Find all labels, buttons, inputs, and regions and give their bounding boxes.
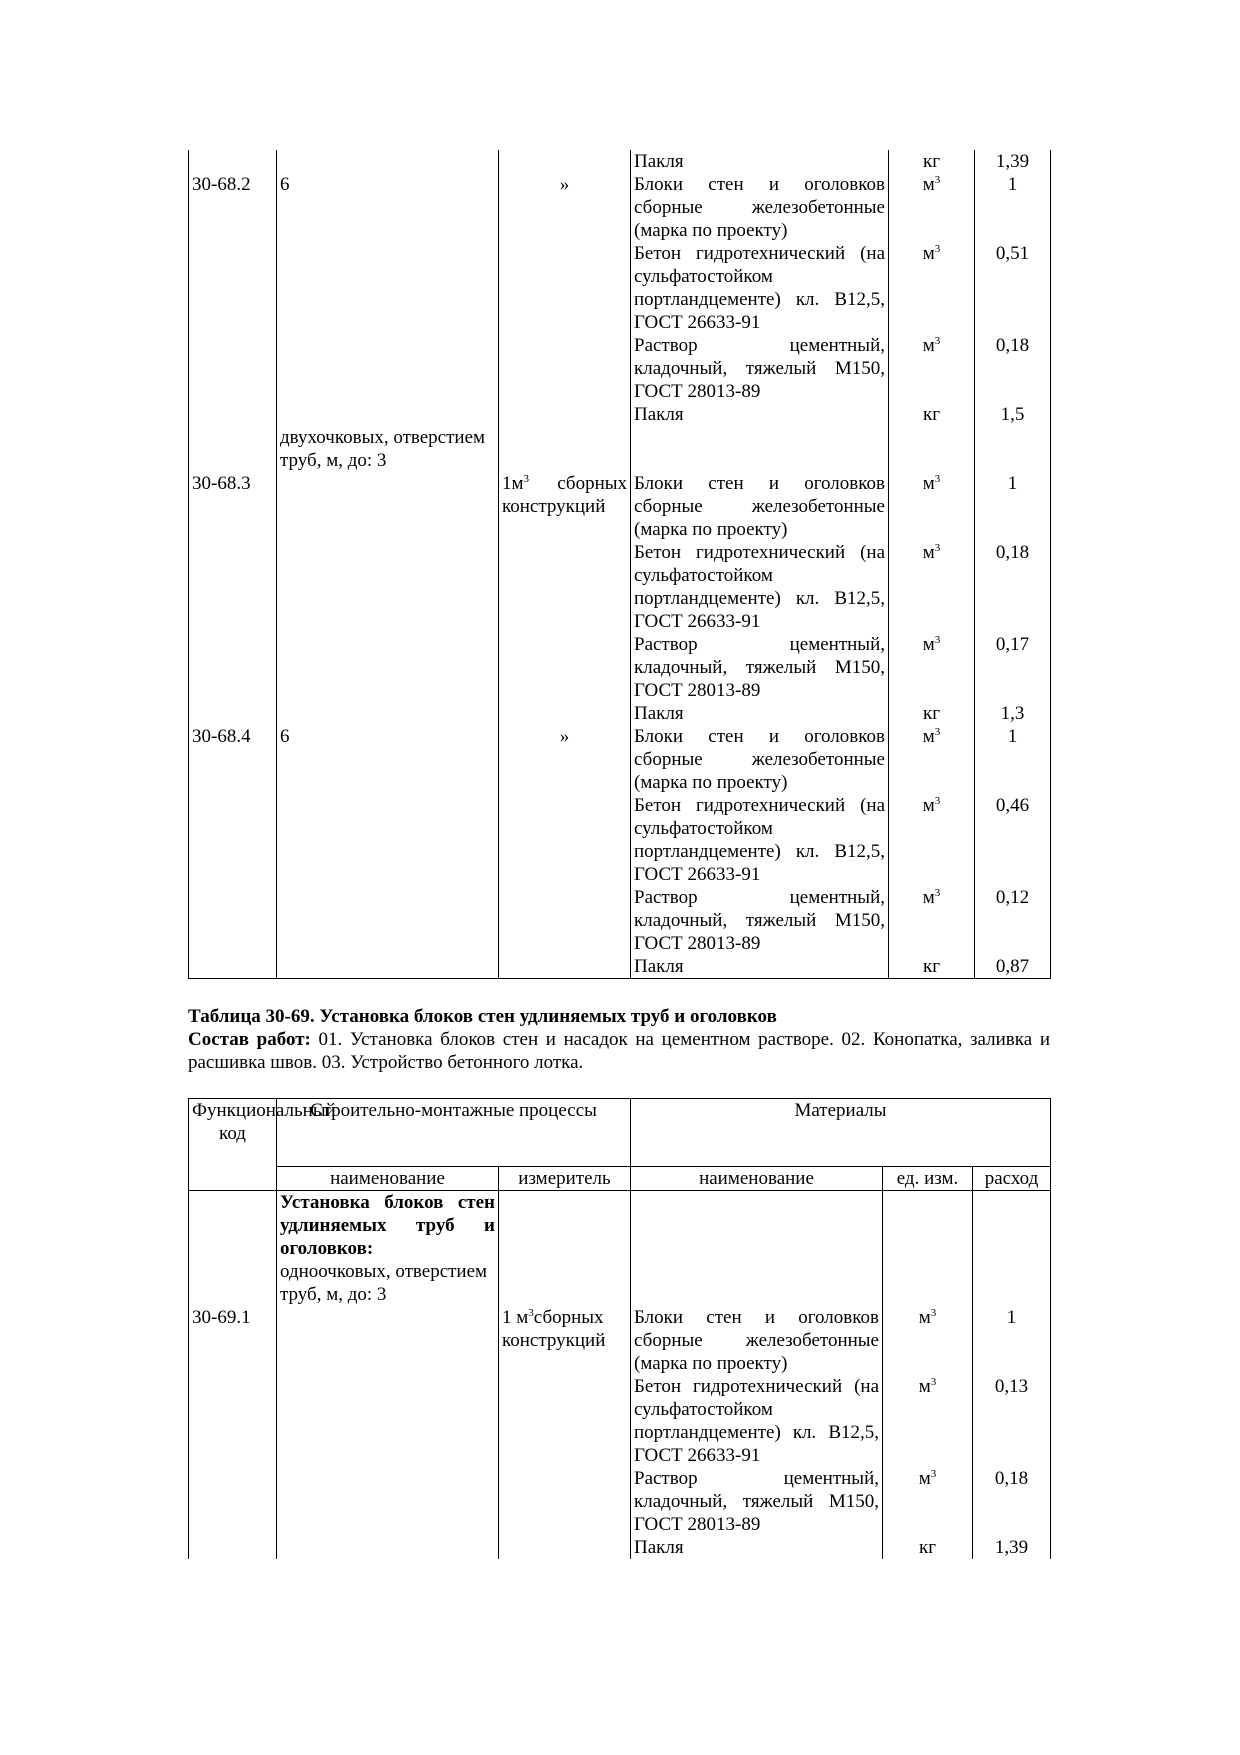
meter — [499, 1191, 631, 1376]
func-code — [189, 541, 277, 633]
table-row — [189, 702, 1051, 725]
header-material-name: наименование — [631, 1167, 883, 1191]
meter — [499, 633, 631, 702]
header-meter: измеритель — [499, 1167, 631, 1191]
func-code — [189, 794, 277, 886]
unit: $м^3$ — [883, 1191, 973, 1376]
process-name — [277, 403, 499, 426]
document-page — [188, 150, 1050, 1559]
func-code — [189, 150, 277, 173]
process-name — [277, 1191, 499, 1376]
process-name — [277, 334, 499, 403]
unit: $м^3$ — [889, 426, 975, 541]
unit: $м^3$ — [889, 725, 975, 794]
meter — [499, 794, 631, 886]
qty: 1,39 — [975, 150, 1051, 173]
table-row — [189, 150, 1051, 173]
process-name: 6 — [277, 725, 499, 794]
meter: » — [499, 725, 631, 794]
material-name: Раствор цементный, кладочный, тяжелый М150, ГОСТ 28013-89 — [631, 886, 889, 955]
table-row — [189, 725, 1051, 794]
meter — [499, 886, 631, 955]
material-name: Бетон гидротехнический (на сульфатостойком портландцементе) кл. В12,5, ГОСТ 26633-91 — [631, 1375, 883, 1467]
material-name: Бетон гидротехнический (на сульфатостойком портландцементе) кл. В12,5, ГОСТ 26633-91 — [631, 242, 889, 334]
material-name: Пакля — [631, 1536, 883, 1559]
process-name: двухочковых, отверстием труб, м, до: 3 — [277, 426, 499, 541]
meter — [499, 150, 631, 173]
func-code: 30-68.3 — [189, 426, 277, 541]
table-row — [189, 242, 1051, 334]
qty: 0,17 — [975, 633, 1051, 702]
unit: $м^3$ — [889, 794, 975, 886]
table-row — [189, 955, 1051, 979]
qty: 0,13 — [973, 1375, 1051, 1467]
table-row — [189, 633, 1051, 702]
meter-num: 1 м — [502, 1307, 529, 1328]
material-name: Пакля — [631, 150, 889, 173]
table-row — [189, 173, 1051, 242]
table-row — [189, 1375, 1051, 1467]
table-row — [189, 426, 1051, 541]
material-name: Блоки стен и оголовков сборные железобетонные (марка по проекту) — [631, 725, 889, 794]
unit: $м^3$ — [883, 1467, 973, 1536]
unit: кг — [889, 150, 975, 173]
material-name: Пакля — [631, 403, 889, 426]
func-code — [189, 334, 277, 403]
qty: 0,18 — [975, 334, 1051, 403]
qty: 1,5 — [975, 403, 1051, 426]
qty: 0,18 — [973, 1467, 1051, 1536]
material-name: Блоки стен и оголовков сборные железобетонные (марка по проекту) — [631, 1191, 883, 1376]
process-name — [277, 1375, 499, 1467]
unit: $м^3$ — [889, 633, 975, 702]
table-row — [189, 541, 1051, 633]
work-composition — [188, 1028, 1050, 1074]
func-code — [189, 955, 277, 979]
process-name — [277, 242, 499, 334]
material-name: Раствор цементный, кладочный, тяжелый М150, ГОСТ 28013-89 — [631, 1467, 883, 1536]
table-row — [189, 794, 1051, 886]
table-30-69 — [188, 1098, 1051, 1559]
material-name: Пакля — [631, 702, 889, 725]
func-code: 30-68.2 — [189, 173, 277, 242]
unit: $м^3$ — [889, 242, 975, 334]
meter-rest: сборных конструкций — [502, 1307, 606, 1351]
qty: 0,87 — [975, 955, 1051, 979]
table-row — [189, 1191, 1051, 1376]
header-processes: Строительно-монтажные процессы — [277, 1099, 631, 1167]
unit: кг — [889, 403, 975, 426]
material-name: Раствор цементный, кладочный, тяжелый М150, ГОСТ 28013-89 — [631, 334, 889, 403]
material-name: Бетон гидротехнический (на сульфатостойком портландцементе) кл. В12,5, ГОСТ 26633-91 — [631, 541, 889, 633]
qty: 1,3 — [975, 702, 1051, 725]
qty: 0,18 — [975, 541, 1051, 633]
meter — [499, 1536, 631, 1559]
unit: кг — [889, 955, 975, 979]
meter — [499, 955, 631, 979]
qty: 1,39 — [973, 1536, 1051, 1559]
process-name — [277, 702, 499, 725]
process-name — [277, 886, 499, 955]
material-name: Пакля — [631, 955, 889, 979]
meter — [499, 403, 631, 426]
func-code — [189, 1467, 277, 1536]
work-composition-label: Состав работ: — [188, 1029, 311, 1050]
meter — [499, 541, 631, 633]
unit: кг — [883, 1536, 973, 1559]
unit: $м^3$ — [889, 334, 975, 403]
qty: 1 — [975, 173, 1051, 242]
header-func-code: Функциональный код — [189, 1099, 277, 1191]
meter — [499, 1467, 631, 1536]
func-code — [189, 242, 277, 334]
process-name — [277, 955, 499, 979]
meter — [499, 242, 631, 334]
func-code — [189, 1375, 277, 1467]
qty: 1 — [973, 1191, 1051, 1376]
table-row — [189, 1536, 1051, 1559]
unit: $м^3$ — [889, 173, 975, 242]
process-name — [277, 1536, 499, 1559]
unit: кг — [889, 702, 975, 725]
func-code — [189, 702, 277, 725]
process-name — [277, 150, 499, 173]
process-name — [277, 794, 499, 886]
qty: 1 — [975, 725, 1051, 794]
unit: $м^3$ — [889, 541, 975, 633]
func-code: 30-68.4 — [189, 725, 277, 794]
table-30-68-continuation — [188, 150, 1051, 979]
group-subtitle: одноочковых, отверстием труб, м, до: 3 — [280, 1261, 488, 1305]
unit: $м^3$ — [883, 1375, 973, 1467]
header-unit: ед. изм. — [883, 1167, 973, 1191]
material-name: Бетон гидротехнический (на сульфатостойком портландцементе) кл. В12,5, ГОСТ 26633-91 — [631, 794, 889, 886]
header-materials: Материалы — [631, 1099, 1051, 1167]
func-code — [189, 886, 277, 955]
table-row — [189, 886, 1051, 955]
func-code — [189, 403, 277, 426]
qty: 1 — [975, 426, 1051, 541]
table-row — [189, 1467, 1051, 1536]
header-process-name: наименование — [277, 1167, 499, 1191]
process-name — [277, 1467, 499, 1536]
group-title: Установка блоков стен удлиняемых труб и оголовков: — [280, 1192, 495, 1259]
meter — [499, 702, 631, 725]
material-name: Раствор цементный, кладочный, тяжелый М150, ГОСТ 28013-89 — [631, 633, 889, 702]
unit: $м^3$ — [889, 886, 975, 955]
qty: 0,46 — [975, 794, 1051, 886]
work-composition-text: 01. Установка блоков стен и насадок на цементном растворе. 02. Конопатка, заливка и расшивка швов. 03. Устройство бетонного лотка. — [188, 1029, 1050, 1073]
meter — [499, 334, 631, 403]
header-qty: расход — [973, 1167, 1051, 1191]
table-title: Таблица 30-69. Установка блоков стен удлиняемых труб и оголовков — [188, 1006, 777, 1027]
meter: » — [499, 173, 631, 242]
material-name: Блоки стен и оголовков сборные железобетонные (марка по проекту) — [631, 426, 889, 541]
func-code — [189, 1536, 277, 1559]
process-name: 6 — [277, 173, 499, 242]
qty: 0,12 — [975, 886, 1051, 955]
process-name — [277, 633, 499, 702]
meter — [499, 1375, 631, 1467]
meter-sup: 3 — [528, 1307, 534, 1319]
meter: $1м^3$ сборных конструкций — [499, 426, 631, 541]
process-name — [277, 541, 499, 633]
table-row — [189, 403, 1051, 426]
material-name: Блоки стен и оголовков сборные железобетонные (марка по проекту) — [631, 173, 889, 242]
func-code: 30-69.1 — [189, 1191, 277, 1376]
func-code — [189, 633, 277, 702]
qty: 0,51 — [975, 242, 1051, 334]
table-row — [189, 334, 1051, 403]
